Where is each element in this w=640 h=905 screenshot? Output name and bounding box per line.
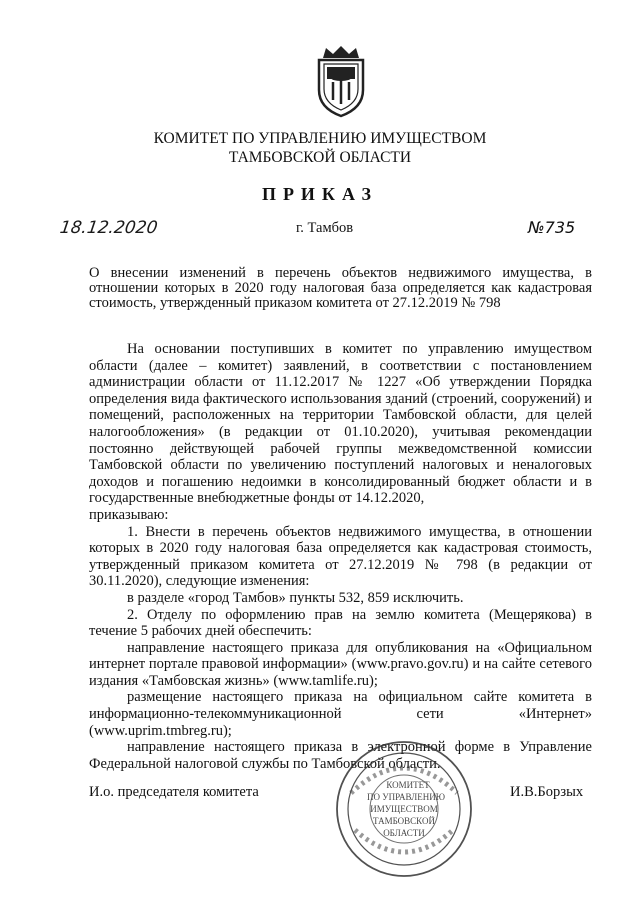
document-title: ПРИКАЗ <box>261 184 379 204</box>
stamp-line3: ИМУЩЕСТВОМ <box>370 804 438 814</box>
clause-1: 1. Внести в перечень объектов недвижимого имущества, в отношении которых в 2020 году налоговая база определяется как кадастровая стоимость, утвержденный приказом комитета от 27.12.2019 № 798 (в редакции от 30.11.2020), следующие изменения: <box>89 523 592 590</box>
organization-name-line1: КОМИТЕТ ПО УПРАВЛЕНИЮ ИМУЩЕСТВОМ <box>153 130 487 147</box>
order-number <box>528 218 575 238</box>
organization-name-line2: ТАМБОВСКОЙ ОБЛАСТИ <box>228 149 412 166</box>
order-subject: О внесении изменений в перечень объектов недвижимого имущества, в отношении которых в 2020 году налоговая база определяется как кадастровая стоимость, утвержденный приказом комитета от 27.12.2019 № 798 <box>89 265 592 311</box>
coat-of-arms-emblem <box>313 44 369 118</box>
preamble-paragraph: На основании поступивших в комитет по управлению имуществом области (далее – комитет) заявлений, в соответствии с постановлением администрации области от 11.12.2017 № 1227 «Об утверждении Порядка определения вида фактического использования зданий (строений, сооружений) и помещений, расположенных на территории Тамбовской области, для целей налогообложения» (в редакции от 01.10.2020), учитывая рекомендации постоянно действующей рабочей группы межведомственной комиссии Тамбовской области по увеличению поступлений налоговых и неналоговых доходов и погашению недоимки в консолидированный бюджет области и в государственные внебюджетные фонды от 14.12.2020, <box>89 341 592 507</box>
clause-2-item-website: размещение настоящего приказа на официальном сайте комитета в информационно-телекоммуникационной сети «Интернет» (www.uprim.tmbreg.ru); <box>89 689 592 739</box>
clause-2: 2. Отделу по оформлению прав на землю комитета (Мещерякова) в течение 5 рабочих дней обеспечить: <box>89 606 592 640</box>
order-date: 18.12.2020 <box>58 218 159 238</box>
stamp-line1: КОМИТЕТ <box>386 780 430 790</box>
stamp-line2: ПО УПРАВЛЕНИЮ <box>367 792 445 802</box>
official-stamp <box>333 738 475 880</box>
order-keyword: приказываю: <box>89 506 169 523</box>
stamp-line5: ОБЛАСТИ <box>383 828 425 838</box>
signatory-position: И.о. председателя комитета <box>89 784 259 800</box>
clause-2-item-publication: направление настоящего приказа для опубликования на «Официальном интернет портале правовой информации» (www.pravo.gov.ru) и на сайте сетевого издания «Тамбовская жизнь» (www.tamlife.ru); <box>89 639 592 689</box>
signatory-name: И.В.Борзых <box>510 784 584 800</box>
number-sign: № <box>528 218 545 237</box>
clause-1-detail: в разделе «город Тамбов» пункты 532, 859 исключить. <box>127 589 464 606</box>
city-name: г. Тамбов <box>296 220 354 236</box>
clause-2-item-tax-service: направление настоящего приказа в электронной форме в Управление Федеральной налоговой службы по Тамбовской области. <box>89 739 592 772</box>
stamp-line4: ТАМБОВСКОЙ <box>373 816 435 826</box>
number-value: 735 <box>544 218 576 237</box>
order-body <box>89 341 592 772</box>
